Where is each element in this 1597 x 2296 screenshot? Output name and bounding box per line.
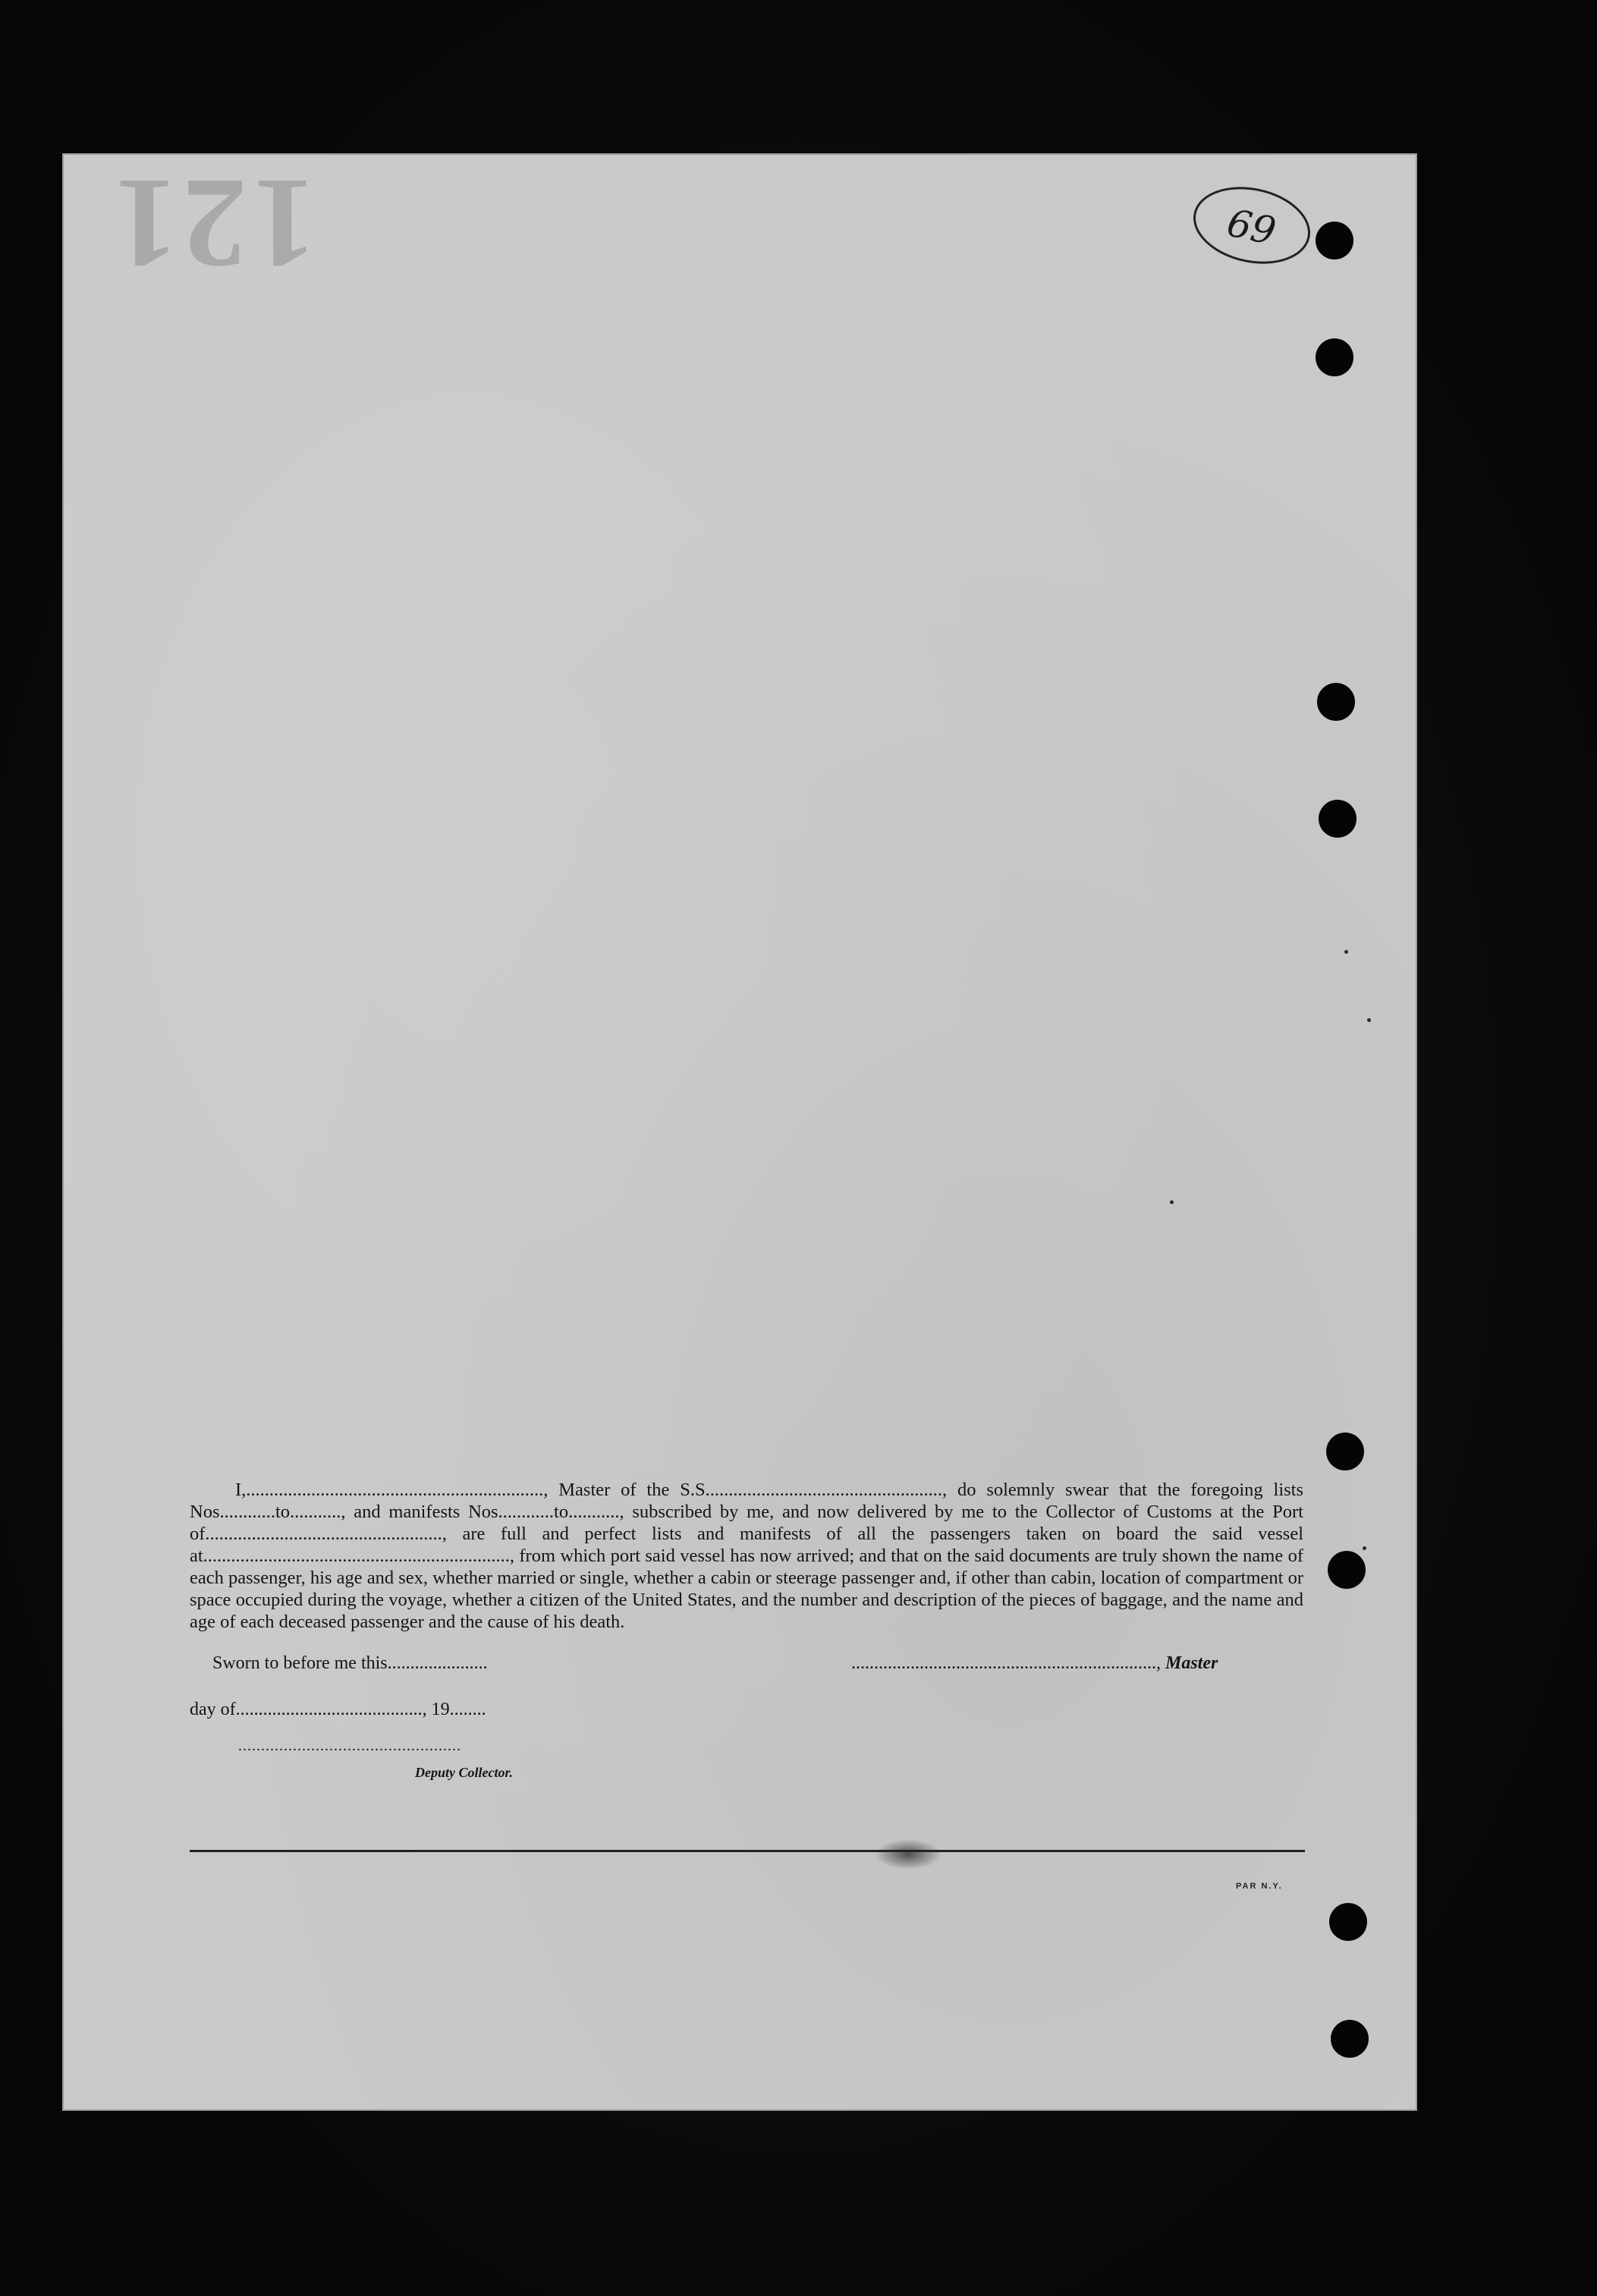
printer-mark: PAR N.Y.: [1236, 1882, 1283, 1891]
ink-blot: [874, 1839, 942, 1870]
speck: [1344, 950, 1348, 954]
master-label: Master: [1165, 1653, 1218, 1673]
oath-paragraph: I,................................................................, Master of the S.S..................................................., do solemnly swear that the foregoing lists Nos............to..........., and manifests Nos............to..........., subscribed by me, and now delivered by me to the Collector of Customs at the Port of..................................................., are full and perfect lists and manifests of all the passengers taken on board the said vessel at.................................................................., from which port said vessel has now arrived; and that on the said documents are truly shown the name of each passenger, his age and sex, whether married or single, whether a cabin or steerage passenger and, if other than cabin, location of compartment or space occupied during the voyage, whether a citizen of the United States, and the number and description of the pieces of baggage, and the name and age of each deceased passenger and the cause of his death.: [190, 1479, 1303, 1632]
deputy-signature-line: .................................................: [238, 1738, 461, 1754]
folio-circle: [1187, 177, 1318, 274]
deputy-collector-label: Deputy Collector.: [415, 1765, 513, 1780]
master-dots: ...................................................................,: [851, 1653, 1165, 1673]
folio-number: 69: [1223, 199, 1281, 252]
punch-hole: [1326, 1433, 1364, 1470]
punch-hole: [1319, 800, 1357, 838]
punch-hole: [1328, 1551, 1366, 1589]
stamp-number: 121: [109, 153, 316, 295]
day-of-line: day of........................................., 19........: [190, 1700, 486, 1719]
speck: [1170, 1200, 1174, 1204]
footer-rule: [190, 1850, 1305, 1852]
punch-hole: [1317, 683, 1355, 721]
master-signature-line: [851, 1653, 1218, 1674]
speck: [1363, 1546, 1366, 1550]
punch-hole: [1329, 1903, 1367, 1941]
punch-hole: [1316, 338, 1353, 376]
punch-hole: [1316, 222, 1353, 259]
manifest-sheet: [62, 153, 1417, 2111]
sworn-line: Sworn to before me this......................: [212, 1653, 488, 1673]
speck: [1367, 1018, 1371, 1022]
punch-hole: [1331, 2020, 1369, 2058]
